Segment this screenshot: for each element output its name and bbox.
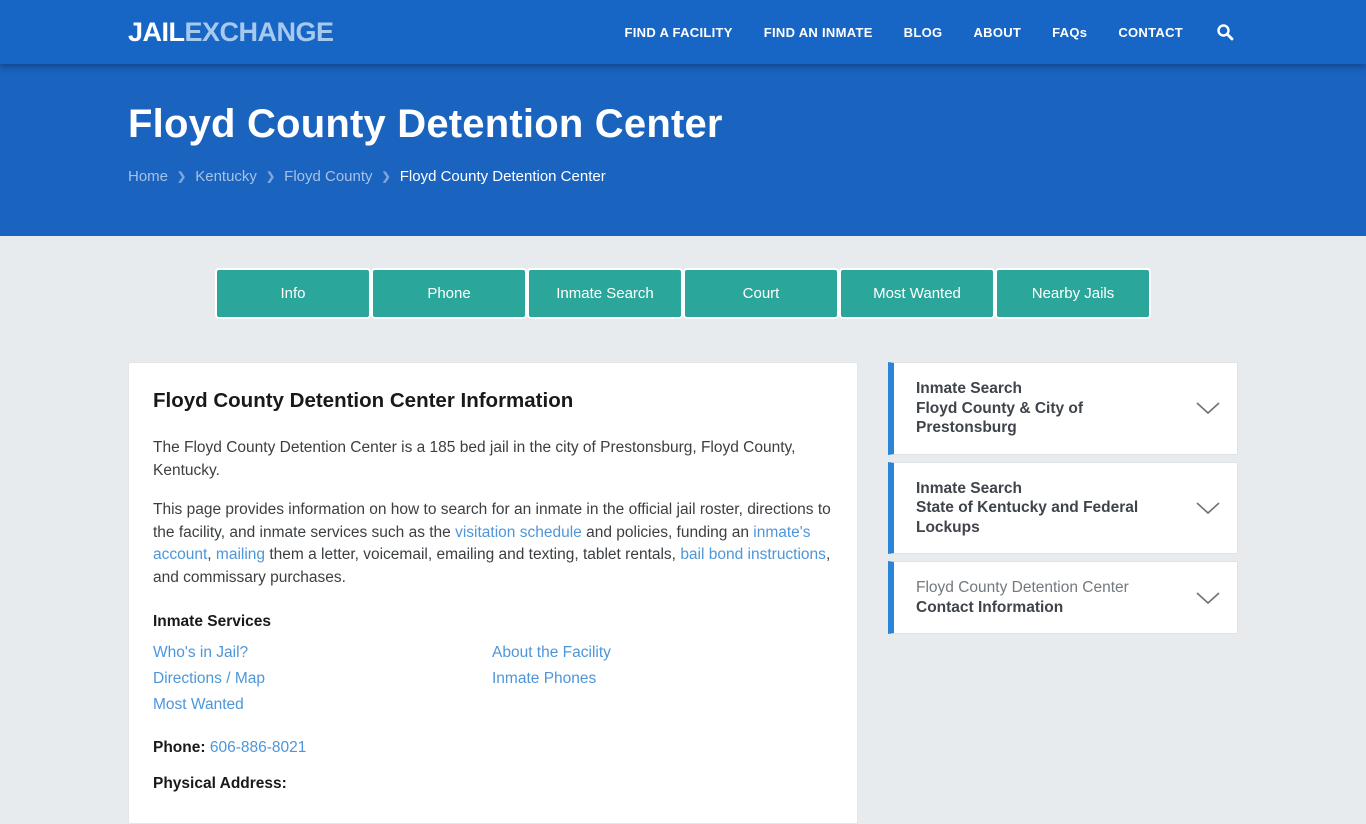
mailing-link[interactable]: mailing [215, 546, 266, 563]
paragraph-text: This page provides information on how to search for an inmate in the official jail roster, directions to the facility, and inmate services such as the [153, 501, 831, 541]
chevron-down-icon[interactable] [1195, 591, 1221, 605]
services-column-left [153, 640, 492, 718]
tab-court[interactable]: Court [683, 268, 839, 319]
page-title: Floyd County Detention Center [128, 102, 723, 146]
bail-bond-instructions-link[interactable]: bail bond instructions [680, 546, 826, 563]
accordion-line1: Floyd County Detention Center [916, 579, 1129, 596]
tab-most-wanted[interactable]: Most Wanted [839, 268, 995, 319]
tab-nearby-jails[interactable]: Nearby Jails [995, 268, 1151, 319]
inmates-account-link[interactable]: inmate's account [153, 523, 811, 563]
top-navigation-bar [0, 0, 1366, 64]
nav-contact[interactable]: CONTACT [1118, 24, 1183, 40]
about-the-facility-link[interactable]: About the Facility [492, 644, 611, 661]
breadcrumb-home[interactable]: Home [128, 168, 169, 185]
breadcrumb-separator-icon: ❯ [177, 171, 187, 183]
paragraph-text: and policies, funding an [581, 523, 754, 541]
brand-logo-exchange: EXCHANGE [184, 16, 334, 47]
brand-logo[interactable] [128, 17, 334, 48]
paragraph-text: , [207, 546, 216, 563]
accordion-line1: Inmate Search [916, 479, 1022, 497]
page-hero [0, 64, 1366, 236]
inmate-services-heading: Inmate Services [153, 613, 272, 630]
accordion-text [916, 479, 1195, 538]
sidebar [888, 362, 1238, 641]
tab-inmate-search[interactable]: Inmate Search [527, 268, 683, 319]
tab-phone[interactable]: Phone [371, 268, 527, 319]
accordion-text [916, 379, 1195, 438]
accordion-line2: State of Kentucky and Federal Lockups [916, 499, 1139, 536]
inmate-phones-link[interactable]: Inmate Phones [492, 670, 597, 687]
breadcrumb-current-page: Floyd County Detention Center [399, 168, 606, 185]
services-column-right [492, 640, 831, 718]
chevron-down-icon[interactable] [1195, 501, 1221, 515]
accordion-contact-information[interactable] [888, 561, 1238, 634]
accordion-inmate-search-state-federal[interactable] [888, 462, 1238, 555]
accordion-line1: Inmate Search [916, 380, 1022, 397]
directions-map-link[interactable]: Directions / Map [153, 670, 265, 687]
nav-find-a-facility[interactable]: FIND A FACILITY [624, 24, 733, 40]
breadcrumb-kentucky[interactable]: Kentucky [195, 168, 257, 185]
facility-info-heading: Floyd County Detention Center Information [153, 389, 574, 412]
accordion-line2: Floyd County & City of Prestonsburg [916, 399, 1084, 436]
phone-number-link[interactable]: 606-886-8021 [209, 739, 307, 756]
visitation-schedule-link[interactable]: visitation schedule [455, 523, 582, 541]
brand-logo-jail: JAIL [128, 16, 185, 47]
paragraph-text: them a letter, voicemail, emailing and texting, tablet rentals, [265, 546, 681, 563]
nav-find-an-inmate[interactable]: FIND AN INMATE [763, 24, 873, 40]
accordion-line2: Contact Information [916, 598, 1064, 616]
chevron-down-icon[interactable] [1195, 401, 1221, 415]
facility-information-card [128, 362, 858, 824]
breadcrumb [128, 168, 1366, 185]
section-tabs [0, 268, 1366, 319]
most-wanted-link[interactable]: Most Wanted [153, 696, 244, 713]
paragraph-text: , and commissary purchases. [153, 546, 831, 586]
accordion-inmate-search-local[interactable] [888, 362, 1238, 455]
content-area [128, 362, 1238, 824]
facility-services-paragraph [153, 499, 831, 589]
inmate-services-links [153, 640, 831, 718]
search-icon[interactable] [1216, 23, 1234, 41]
nav-about[interactable]: ABOUT [973, 24, 1022, 40]
physical-address-label: Physical Address: [153, 775, 287, 792]
top-navigation-menu [624, 23, 1234, 41]
nav-blog[interactable]: BLOG [903, 24, 943, 40]
whos-in-jail-link[interactable]: Who's in Jail? [153, 644, 249, 661]
nav-faqs[interactable]: FAQs [1052, 24, 1088, 40]
breadcrumb-separator-icon: ❯ [265, 171, 276, 183]
breadcrumb-floyd-county[interactable]: Floyd County [284, 168, 373, 185]
breadcrumb-separator-icon: ❯ [381, 171, 391, 183]
phone-row [153, 739, 831, 757]
tab-info[interactable]: Info [215, 268, 371, 319]
accordion-text [916, 578, 1195, 617]
phone-label: Phone: [153, 739, 206, 756]
facility-summary-paragraph: The Floyd County Detention Center is a 185 bed jail in the city of Prestonsburg, Floyd County, Kentucky. [153, 439, 796, 479]
